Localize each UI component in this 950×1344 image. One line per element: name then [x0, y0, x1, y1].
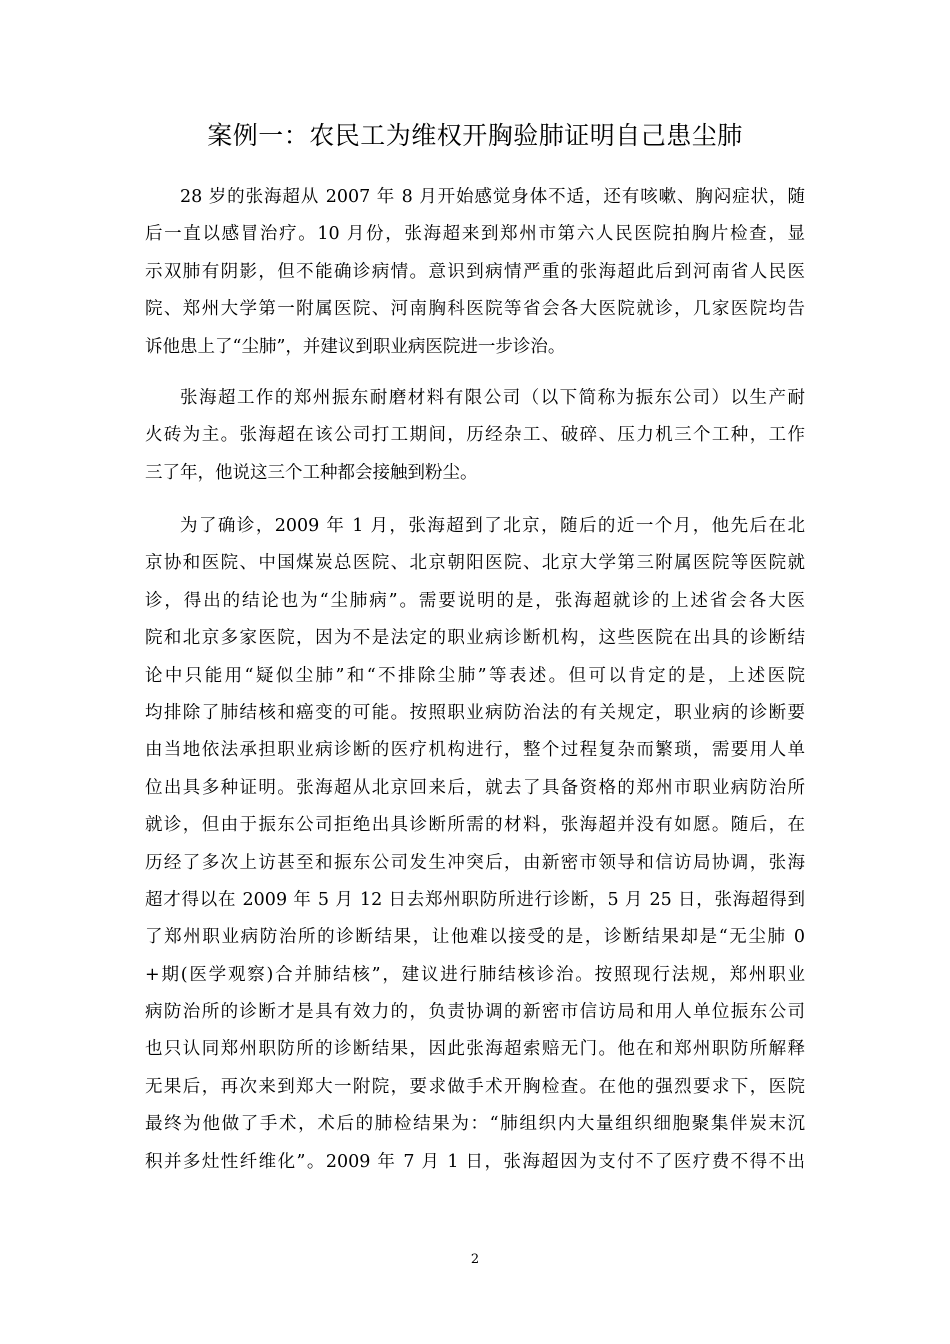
paragraph-line: 院、郑州大学第一附属医院、河南胸科医院等省会各大医院就诊，几家医院均告: [145, 299, 805, 320]
document-title: 案例一：农民工为维权开胸验肺证明自己患尘肺: [207, 121, 743, 150]
paragraph-line: 超才得以在 2009 年 5 月 12 日去郑州职防所进行诊断，5 月 25 日，张海超得到: [145, 889, 805, 910]
paragraph-1: [145, 179, 805, 366]
paragraph-line: 就诊，但由于振东公司拒绝出具诊断所需的材料，张海超并没有如愿。随后，在: [145, 815, 805, 836]
paragraph-line: 示双肺有阴影，但不能确诊病情。意识到病情严重的张海超此后到河南省人民医: [145, 261, 805, 282]
paragraph-line: 最终为他做了手术，术后的肺检结果为：“肺组织内大量组织细胞聚集伴炭末沉: [145, 1114, 805, 1135]
paragraph-line: 论中只能用“疑似尘肺”和“不排除尘肺”等表述。但可以肯定的是，上述医院: [145, 665, 805, 686]
paragraph-line: 历经了多次上访甚至和振东公司发生冲突后，由新密市领导和信访局协调，张海: [145, 852, 805, 873]
paragraph-line: 无果后，再次来到郑大一附院，要求做手术开胸检查。在他的强烈要求下，医院: [145, 1076, 805, 1097]
paragraph-line: 均排除了肺结核和癌变的可能。按照职业病防治法的有关规定，职业病的诊断要: [145, 702, 805, 723]
paragraph-line: 也只认同郑州职防所的诊断结果，因此张海超索赔无门。他在和郑州职防所解释: [145, 1039, 805, 1060]
paragraph-line: 28 岁的张海超从 2007 年 8 月开始感觉身体不适，还有咳嗽、胸闷症状，随: [180, 187, 805, 207]
paragraph-line: 后一直以感冒治疗。10 月份，张海超来到郑州市第六人民医院拍胸片检查，显: [145, 224, 805, 245]
paragraph-line: 积并多灶性纤维化”。2009 年 7 月 1 日，张海超因为支付不了医疗费不得不出: [145, 1151, 805, 1172]
paragraph-line: 由当地依法承担职业病诊断的医疗机构进行，整个过程复杂而繁琐，需要用人单: [145, 740, 805, 761]
paragraph-3: [145, 508, 805, 1181]
paragraph-line: 诉他患上了“尘肺”，并建议到职业病医院进一步诊治。: [145, 336, 566, 357]
paragraph-line: 了郑州职业病防治所的诊断结果，让他难以接受的是，诊断结果却是“无尘肺 0: [145, 927, 805, 948]
paragraph-line: 张海超工作的郑州振东耐磨材料有限公司（以下简称为振东公司）以生产耐: [180, 388, 805, 408]
page-number: 2: [470, 1252, 480, 1267]
paragraph-line: +期(医学观察)合并肺结核”，建议进行肺结核诊治。按照现行法规，郑州职业: [145, 964, 805, 985]
paragraph-2: [145, 380, 805, 492]
paragraph-line: 火砖为主。张海超在该公司打工期间，历经杂工、破碎、压力机三个工种，工作: [145, 425, 805, 446]
paragraph-line: 京协和医院、中国煤炭总医院、北京朝阳医院、北京大学第三附属医院等医院就: [145, 553, 805, 574]
paragraph-line: 为了确诊，2009 年 1 月，张海超到了北京，随后的近一个月，他先后在北: [180, 516, 805, 536]
paragraph-line: 三了年，他说这三个工种都会接触到粉尘。: [145, 462, 478, 483]
paragraph-line: 诊，得出的结论也为“尘肺病”。需要说明的是，张海超就诊的上述省会各大医: [145, 590, 805, 611]
paragraph-line: 病防治所的诊断才是具有效力的，负责协调的新密市信访局和用人单位振东公司: [145, 1002, 805, 1023]
paragraph-line: 位出具多种证明。张海超从北京回来后，就去了具备资格的郑州市职业病防治所: [145, 777, 805, 798]
paragraph-line: 院和北京多家医院，因为不是法定的职业病诊断机构，这些医院在出具的诊断结: [145, 628, 805, 649]
